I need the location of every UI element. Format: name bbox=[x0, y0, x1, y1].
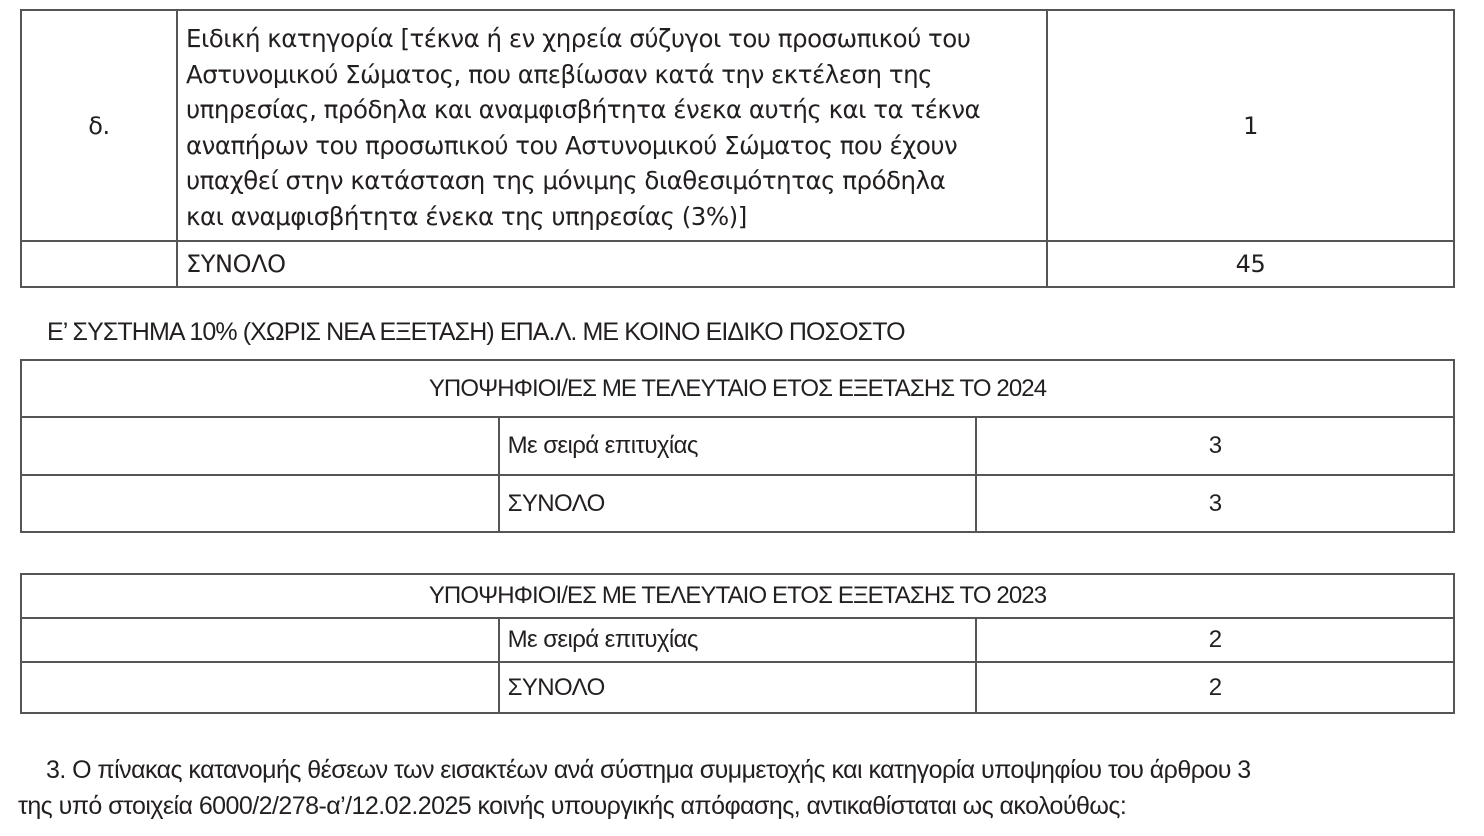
paragraph-line: 3. Ο πίνακας κατανομής θέσεων των εισακτέων ανά σύστημα συμμετοχής και κατηγορία υποψηφίου του άρθρου 3 bbox=[46, 756, 1251, 784]
description-line: και αναμφισβήτητα ένεκα της υπηρεσίας (3%)] bbox=[186, 201, 747, 231]
description-line: Αστυνομικού Σώματος, που απεβίωσαν κατά την εκτέλεση της bbox=[186, 59, 932, 89]
table-2024 bbox=[20, 359, 1455, 533]
total-label-cell: ΣΥΝΟΛΟ bbox=[499, 662, 977, 713]
table-row bbox=[21, 618, 1454, 662]
description-line: Ειδική κατηγορία [τέκνα ή εν χηρεία σύζυγοι του προσωπικού του bbox=[186, 24, 971, 53]
table-header-row bbox=[21, 574, 1454, 618]
row-label-cell bbox=[21, 475, 499, 532]
description-line: αναπήρων του προσωπικού του Αστυνομικού Σώματος που έχουν bbox=[186, 130, 958, 160]
row-label-cell bbox=[21, 241, 177, 287]
total-value-cell: 3 bbox=[976, 475, 1454, 532]
table-header: ΥΠΟΨΗΦΙΟΙ/ΕΣ ΜΕ ΤΕΛΕΥΤΑΙΟ ΕΤΟΣ ΕΞΕΤΑΣΗΣ ΤΟ 2023 bbox=[21, 574, 1454, 618]
description-line: υπαχθεί στην κατάσταση της μόνιμης διαθεσιμότητας πρόδηλα bbox=[186, 166, 946, 195]
table-2023 bbox=[20, 573, 1455, 714]
row-description-cell bbox=[177, 10, 1047, 241]
paragraph-3 bbox=[18, 752, 1468, 824]
row-value-cell: 2 bbox=[976, 618, 1454, 662]
category-d-table bbox=[20, 9, 1455, 288]
row-label-cell bbox=[21, 417, 499, 475]
row-label-cell: δ. bbox=[21, 10, 177, 241]
total-label-cell: ΣΥΝΟΛΟ bbox=[177, 241, 1047, 287]
row-description-cell: Με σειρά επιτυχίας bbox=[499, 618, 977, 662]
total-value-cell: 45 bbox=[1047, 241, 1454, 287]
total-value-cell: 2 bbox=[976, 662, 1454, 713]
section-heading: Ε’ ΣΥΣΤΗΜΑ 10% (ΧΩΡΙΣ ΝΕΑ ΕΞΕΤΑΣΗ) ΕΠΑ.Λ. ΜΕ ΚΟΙΝΟ ΕΙΔΙΚΟ ΠΟΣΟΣΤΟ bbox=[47, 318, 905, 346]
table-row bbox=[21, 10, 1454, 241]
paragraph-line: της υπό στοιχεία 6000/2/278-α’/12.02.2025 κοινής υπουργικής απόφασης, αντικαθίσταται ως ακολούθως: bbox=[18, 792, 1127, 820]
table-row-total bbox=[21, 475, 1454, 532]
table-row-total bbox=[21, 662, 1454, 713]
table-header-row bbox=[21, 360, 1454, 417]
description-line: υπηρεσίας, πρόδηλα και αναμφισβήτητα ένεκα αυτής και τα τέκνα bbox=[186, 95, 981, 124]
row-value-cell: 1 bbox=[1047, 10, 1454, 241]
table-header: ΥΠΟΨΗΦΙΟΙ/ΕΣ ΜΕ ΤΕΛΕΥΤΑΙΟ ΕΤΟΣ ΕΞΕΤΑΣΗΣ ΤΟ 2024 bbox=[21, 360, 1454, 417]
row-label-cell bbox=[21, 618, 499, 662]
table-row bbox=[21, 417, 1454, 475]
total-label-cell: ΣΥΝΟΛΟ bbox=[499, 475, 977, 532]
table-row-total bbox=[21, 241, 1454, 287]
row-value-cell: 3 bbox=[976, 417, 1454, 475]
row-label-cell bbox=[21, 662, 499, 713]
row-description-cell: Με σειρά επιτυχίας bbox=[499, 417, 977, 475]
